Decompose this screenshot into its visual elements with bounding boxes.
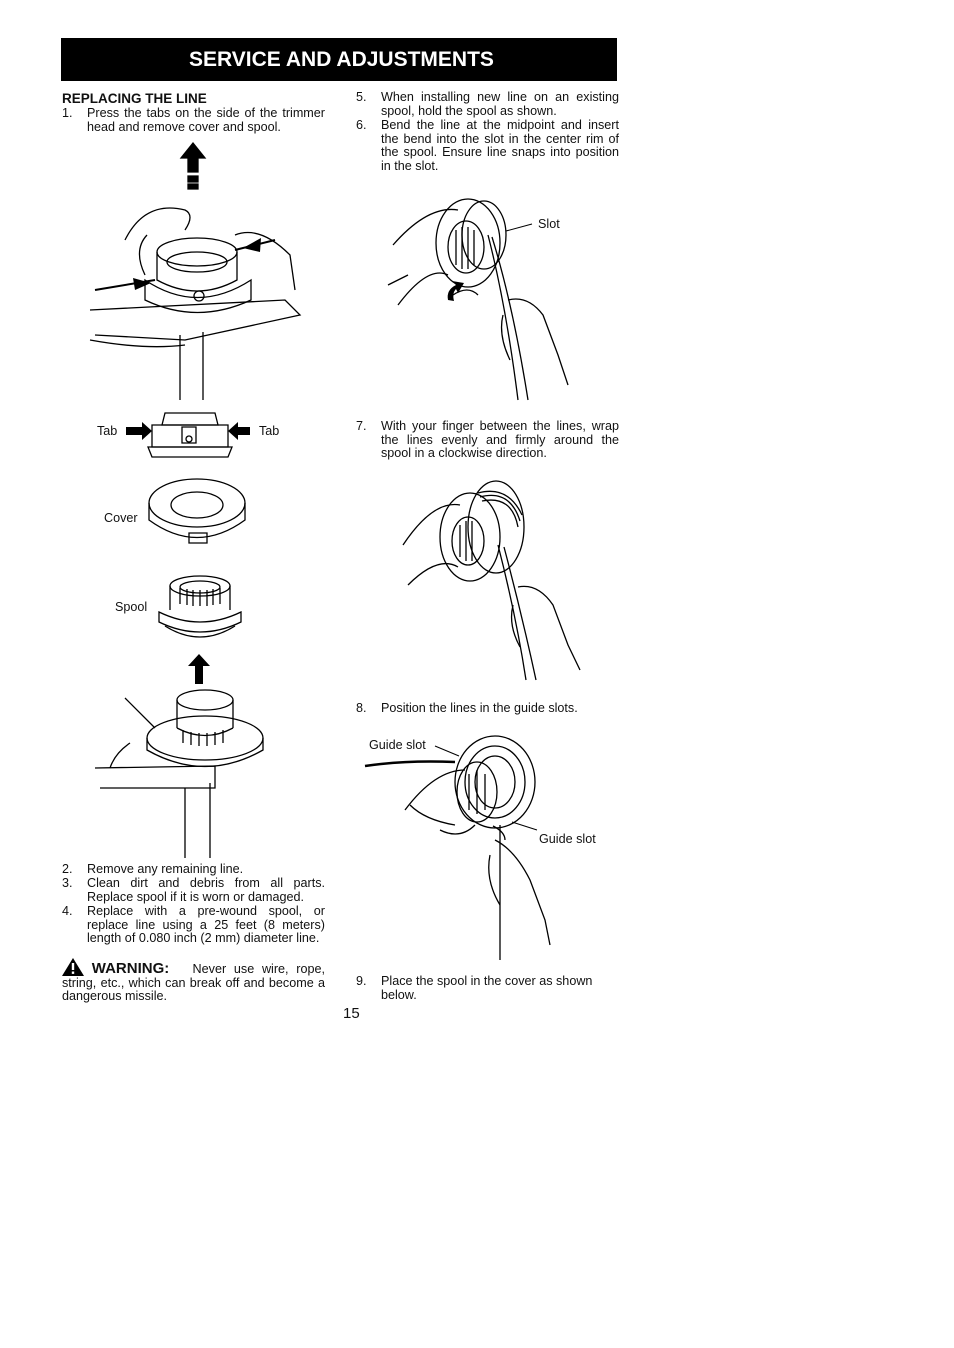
figure-guide-slots	[365, 730, 555, 960]
step-7: 7. With your finger between the lines, wrap the lines evenly and firmly around the spool in a clockwise direction.	[356, 419, 619, 461]
up-arrow-icon	[188, 654, 210, 684]
step-9: 9. Place the spool in the cover as shown below.	[356, 974, 593, 1002]
label-spool: Spool	[115, 600, 148, 614]
label-slot: Slot	[538, 217, 560, 231]
figure-press-tabs	[85, 140, 305, 400]
section-heading: REPLACING THE LINE	[62, 91, 207, 106]
warning-triangle-icon	[62, 958, 84, 976]
step-1: 1. Press the tabs on the side of the trimmer head and remove cover and spool.	[62, 106, 325, 134]
step-4: 4. Replace with a pre-wound spool, or replace line using a 25 feet (8 meters) length of 0.080 inch (2 mm) diameter line.	[62, 904, 325, 946]
label-tab-left: Tab	[97, 424, 118, 438]
step-3: 3. Clean dirt and debris from all parts. Replace spool if it is worn or damaged.	[62, 876, 325, 904]
warning-block	[62, 958, 325, 1004]
figure-tabs-detail	[120, 405, 250, 465]
label-guide-slot-top: Guide slot	[369, 738, 426, 752]
step-5: 5. When installing new line on an existing spool, hold the spool as shown.	[356, 90, 619, 118]
page-title: SERVICE AND ADJUSTMENTS	[189, 48, 494, 71]
step-6: 6. Bend the line at the midpoint and insert the bend into the slot in the center rim of the spool. Ensure line snaps into position in the slot.	[356, 118, 619, 173]
label-cover: Cover	[104, 511, 138, 525]
figure-wrap-line	[398, 475, 583, 685]
figure-trimmer-hub	[95, 688, 265, 858]
label-tab-right: Tab	[259, 424, 280, 438]
warning-text: Never use wire, rope, string, etc., which can break off and become a dangerous missile.	[62, 962, 326, 1004]
label-guide-slot-bottom: Guide slot	[539, 832, 596, 846]
step-8: 8. Position the lines in the guide slots.	[356, 701, 578, 715]
page-number: 15	[343, 1005, 360, 1022]
step-2: 2. Remove any remaining line.	[62, 862, 244, 876]
warning-title: WARNING:	[91, 960, 170, 977]
figure-cover	[145, 475, 250, 555]
figure-spool	[155, 570, 245, 650]
section-banner	[61, 38, 617, 81]
